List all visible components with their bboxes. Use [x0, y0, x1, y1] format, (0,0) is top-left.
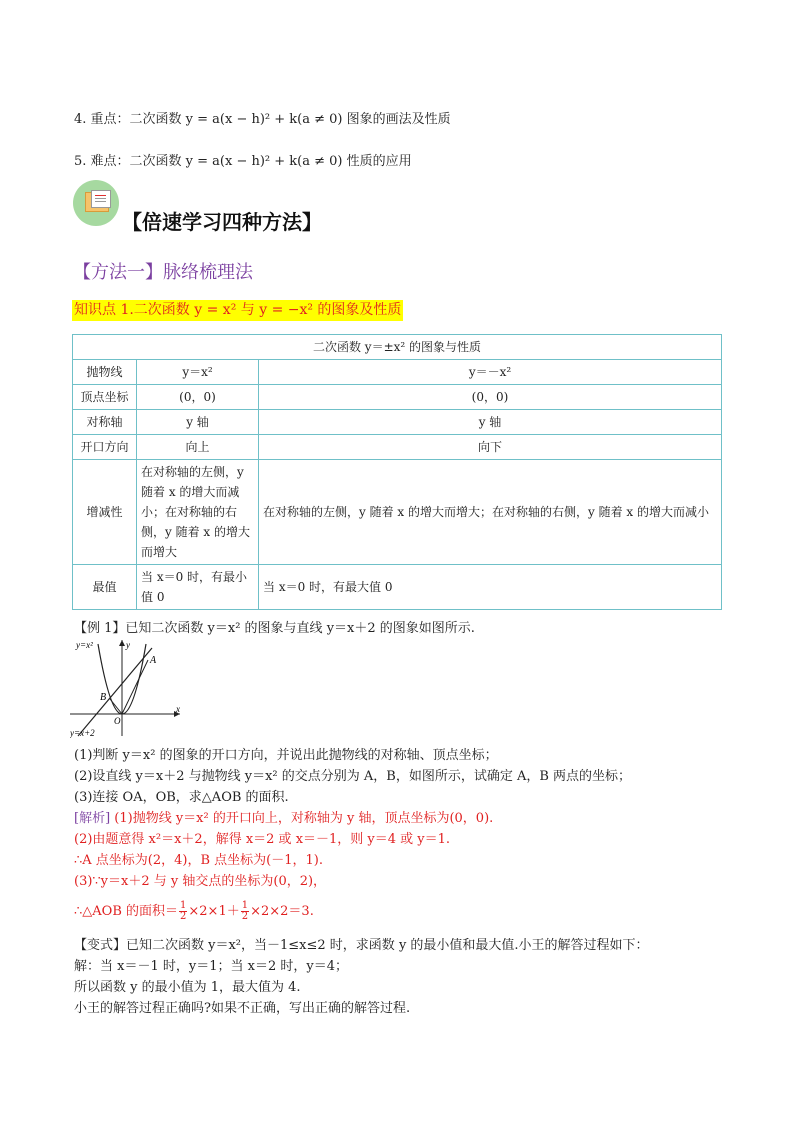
variant-line-2: 所以函数 y 的最小值为 1，最大值为 4.: [74, 980, 301, 995]
line-label: y=x+2: [70, 728, 95, 738]
knowledge-point-title: 知识点 1.二次函数 y = x² 与 y = −x² 的图象及性质: [72, 300, 403, 321]
key-point-4: 4. 重点：二次函数 y = a(x − h)² + k(a ≠ 0) 图象的画法及性质: [74, 112, 451, 127]
table-cell: (0，0): [137, 385, 259, 410]
solution-text: (1)抛物线 y＝x² 的开口向上，对称轴为 y 轴，顶点坐标为(0，0).: [110, 811, 494, 826]
point-b-label: B: [100, 692, 107, 703]
variant-line-1: 解：当 x＝－1 时，y＝1；当 x＝2 时，y＝4；: [74, 959, 348, 974]
y-axis-arrow: [119, 640, 125, 646]
solution-area: ∴△AOB 的面积＝ $\frac{1}{2}$ ×2×1＋ $\frac{1}{2}$ ×2×2＝3.: [74, 900, 314, 922]
x-axis-label: x: [176, 704, 180, 714]
table-cell: 向下: [259, 435, 722, 460]
variant-intro: 【变式】已知二次函数 y＝x²，当－1≤x≤2 时，求函数 y 的最小值和最大值.小王的解答过程如下：: [74, 938, 649, 953]
table-header: y＝－x²: [259, 360, 722, 385]
table-cell: 顶点坐标: [73, 385, 137, 410]
table-cell: 当 x＝0 时，有最大值 0: [259, 565, 722, 610]
table-cell: 对称轴: [73, 410, 137, 435]
key-point-5: 5. 难点：二次函数 y = a(x − h)² + k(a ≠ 0) 性质的应用: [74, 154, 412, 169]
table-cell: 在对称轴的左侧，y 随着 x 的增大而减小；在对称轴的右侧，y 随着 x 的增大而增大: [137, 460, 259, 565]
table-cell: 当 x＝0 时，有最小值 0: [137, 565, 259, 610]
table-cell: (0，0): [259, 385, 722, 410]
y-axis-label: y: [126, 640, 130, 650]
fraction-half: $\frac{1}{2}$: [241, 900, 249, 922]
method-title: 【方法一】脉络梳理法: [73, 262, 253, 283]
parabola-label: y=x²: [76, 640, 93, 650]
example-graph: [70, 636, 190, 740]
table-cell: 最值: [73, 565, 137, 610]
table-cell: 向上: [137, 435, 259, 460]
table-header: y＝x²: [137, 360, 259, 385]
solution-line-1: [74, 807, 493, 826]
table-cell: y 轴: [137, 410, 259, 435]
point-a-label: A: [150, 655, 157, 666]
table-cell: 开口方向: [73, 435, 137, 460]
fraction-half: $\frac{1}{2}$: [180, 900, 187, 922]
segment-ob: [110, 699, 122, 714]
question-1: (1)判断 y＝x² 的图象的开口方向，并说出此抛物线的对称轴、顶点坐标；: [74, 748, 498, 763]
table-caption: 二次函数 y＝±x² 的图象与性质: [73, 335, 722, 360]
section-heading: 【倍速学习四种方法】: [122, 210, 322, 234]
example-intro: 【例 1】已知二次函数 y＝x² 的图象与直线 y＝x＋2 的图象如图所示.: [74, 621, 475, 636]
solution-line-3: ∴A 点坐标为(2，4)，B 点坐标为(－1，1).: [74, 853, 323, 868]
notebook-icon: [73, 180, 119, 226]
table-cell: y 轴: [259, 410, 722, 435]
question-3: (3)连接 OA，OB，求△AOB 的面积.: [74, 790, 289, 805]
origin-label: O: [114, 716, 121, 726]
question-2: (2)设直线 y＝x＋2 与抛物线 y＝x² 的交点分别为 A，B，如图所示，试确定 A，B 两点的坐标；: [74, 769, 632, 784]
variant-line-3: 小王的解答过程正确吗?如果不正确，写出正确的解答过程.: [74, 1001, 411, 1016]
properties-table: [72, 334, 722, 610]
solution-line-2: (2)由题意得 x²＝x＋2，解得 x＝2 或 x＝－1，则 y＝4 或 y＝1.: [74, 832, 451, 847]
table-cell: 在对称轴的左侧，y 随着 x 的增大而增大；在对称轴的右侧，y 随着 x 的增大而减小: [259, 460, 722, 565]
table-header: 抛物线: [73, 360, 137, 385]
solution-line-4: (3)∵y＝x＋2 与 y 轴交点的坐标为(0，2)，: [74, 874, 327, 889]
solution-tag: [解析]: [74, 811, 111, 826]
table-cell: 增减性: [73, 460, 137, 565]
